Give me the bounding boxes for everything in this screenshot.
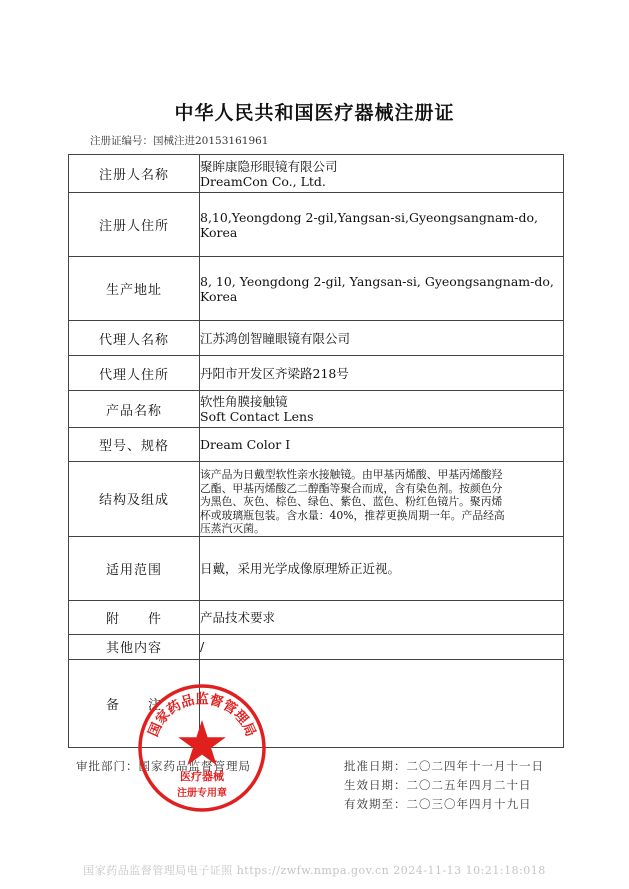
row-value-registrant-address bbox=[200, 193, 564, 257]
row-label-agent-name: 代理人名称 bbox=[69, 321, 200, 356]
row-label-production-address: 生产地址 bbox=[69, 257, 200, 321]
table-row bbox=[69, 600, 564, 634]
value-line: 日戴，采用光学成像原理矫正近视。 bbox=[200, 560, 401, 576]
approval-date: 批准日期：二〇二四年十一月十一日 bbox=[344, 759, 544, 773]
official-seal bbox=[136, 682, 268, 814]
row-label-other: 其他内容 bbox=[69, 634, 200, 659]
table-row bbox=[69, 356, 564, 391]
table-row bbox=[69, 462, 564, 537]
value-line: 为黑色、灰色、棕色、绿色、紫色、蓝色、粉红色镜片。聚丙烯 bbox=[200, 495, 503, 508]
seal-outer-text: 国家药品监督管理局 bbox=[145, 691, 259, 740]
row-value-attachment bbox=[200, 600, 564, 634]
row-label-product-name: 产品名称 bbox=[69, 391, 200, 428]
value-line: Soft Contact Lens bbox=[200, 409, 314, 424]
row-label-intended-use: 适用范围 bbox=[69, 536, 200, 600]
value-line: / bbox=[200, 639, 205, 654]
value-line: 软性角膜接触镜 bbox=[200, 394, 288, 409]
seal-center-line1: 医疗器械 bbox=[180, 770, 224, 783]
value-line: Korea bbox=[200, 288, 238, 304]
row-value-production-address bbox=[200, 257, 564, 321]
table-row bbox=[69, 634, 564, 659]
row-value-model-spec bbox=[200, 428, 564, 462]
row-value-intended-use bbox=[200, 536, 564, 600]
approval-department: 审批部门：国家药品监督管理局 bbox=[76, 759, 251, 773]
row-value-registrant-name bbox=[200, 155, 564, 193]
table-row bbox=[69, 428, 564, 462]
row-label-attachment: 附 件 bbox=[69, 600, 200, 634]
value-line: 聚眸康隐形眼镜有限公司 bbox=[200, 158, 338, 174]
row-label-registrant-address: 注册人住所 bbox=[69, 193, 200, 257]
value-line: 压蒸汽灭菌。 bbox=[200, 522, 265, 535]
electronic-certificate-watermark: 国家药品监督管理局电子证照 https://zwfw.nmpa.gov.cn 2024-11-13 10:21:18:018 bbox=[83, 864, 546, 877]
table-row bbox=[69, 321, 564, 356]
certificate-table bbox=[68, 154, 564, 748]
seal-center-line2: 注册专用章 bbox=[177, 788, 227, 799]
value-line: 8, 10, Yeongdong 2-gil, Yangsan-si, Gyeongsangnam-do, bbox=[200, 273, 554, 289]
row-label-agent-address: 代理人住所 bbox=[69, 356, 200, 391]
value-line: 丹阳市开发区齐梁路218号 bbox=[200, 365, 349, 381]
effective-date: 生效日期：二〇二五年四月二十日 bbox=[344, 778, 532, 792]
certificate-title: 中华人民共和国医疗器械注册证 bbox=[174, 102, 455, 124]
expiry-date: 有效期至：二〇三〇年四月十九日 bbox=[344, 797, 532, 811]
table-row bbox=[69, 391, 564, 428]
row-value-product-name bbox=[200, 391, 564, 428]
table-row bbox=[69, 536, 564, 600]
row-label-remarks: 备 注 bbox=[69, 659, 200, 747]
table-row bbox=[69, 257, 564, 321]
row-value-other bbox=[200, 634, 564, 659]
value-line: Korea bbox=[200, 224, 238, 240]
row-value-agent-address bbox=[200, 356, 564, 391]
row-label-model-spec: 型号、规格 bbox=[69, 428, 200, 462]
table-row bbox=[69, 193, 564, 257]
row-label-structure: 结构及组成 bbox=[69, 462, 200, 537]
registration-number: 注册证编号：国械注进20153161961 bbox=[90, 135, 269, 147]
row-value-agent-name bbox=[200, 321, 564, 356]
value-line: Dream Color I bbox=[200, 437, 291, 452]
value-line: 江苏鸿创智瞳眼镜有限公司 bbox=[200, 330, 351, 346]
star-icon bbox=[178, 720, 226, 765]
row-label-registrant-name: 注册人名称 bbox=[69, 155, 200, 193]
row-value-structure bbox=[200, 462, 564, 537]
table-row bbox=[69, 155, 564, 193]
value-line: 杯或玻璃瓶包装。含水量：40%，推荐更换周期一年。产品经高 bbox=[200, 508, 505, 522]
value-line: 8,10,Yeongdong 2-gil,Yangsan-si,Gyeongsangnam-do, bbox=[200, 209, 538, 225]
value-line: 乙酯、甲基丙烯酸乙二醇酯等聚合而成，含有染色剂。按颜色分 bbox=[200, 481, 503, 495]
value-line: DreamCon Co., Ltd. bbox=[200, 173, 326, 189]
value-line: 产品技术要求 bbox=[200, 609, 276, 625]
value-line: 该产品为日戴型软性亲水接触镜。由甲基丙烯酸、甲基丙烯酸羟 bbox=[200, 468, 503, 481]
